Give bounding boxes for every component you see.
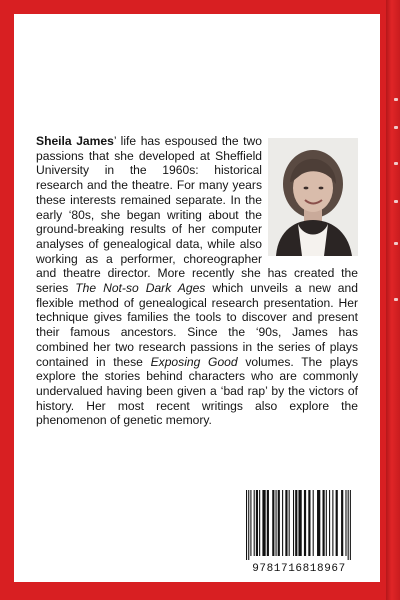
barcode-bar [254,490,255,556]
barcode-bar [326,490,327,556]
barcode-bar [304,490,306,556]
spine-mark [394,162,398,165]
barcode-bar [256,490,258,556]
bio-text-part-1: ’ life has espoused the two passions that she developed at Sheffield University in the 1960s: historical research and the theatre. For many years these interests remained separate. In the early ‘80s, she began writing about the ground-breaking results of her computer analyses of genealogical data, while also working as a performer, choreographer and theatre director. More recently she has created the series [36,134,358,296]
barcode-bar [278,490,280,556]
barcode-bar [289,490,290,556]
barcode-box [240,484,358,580]
back-cover-page [14,14,380,582]
barcode-bar [348,490,349,560]
barcode-bar [295,490,297,556]
barcode-bar [272,490,274,556]
barcode-bar [298,490,301,556]
spine-mark [394,242,398,245]
barcode-bar [350,490,351,560]
barcode-bar [332,490,333,556]
barcode-bar [259,490,260,556]
red-spine-edge [386,0,400,600]
barcode-bar [313,490,314,556]
barcode-bar [248,490,249,560]
author-portrait-icon [268,138,358,256]
spine-mark [394,298,398,301]
barcode-bar [262,490,265,556]
spine-mark [394,98,398,101]
author-bio [36,134,358,428]
barcode-bar [308,490,310,556]
series-title: The Not-so Dark Ages [75,281,206,296]
bio-text-part-3: volumes. The plays explore the stories behind characters who are commonly undervalued having been given a ‘bad rap’ by the victors of history. Her most recent writings also explore the phenomenon of genetic memory. [36,354,358,428]
barcode-bar [267,490,269,556]
barcode-bar [276,490,277,556]
spine-mark [394,126,398,129]
barcode-bar [345,490,346,556]
barcode-bar [285,490,287,556]
barcode-bar [317,490,320,556]
barcode-bar [293,490,294,556]
barcode-bar [250,490,251,556]
barcode-bar [322,490,324,556]
spine-mark [394,200,398,203]
volume-title: Exposing Good [150,354,238,369]
barcode-icon [245,490,353,560]
isbn-number: 9781716818967 [252,563,346,575]
barcode-bar [246,490,247,560]
barcode-bar [336,490,338,556]
author-photo [268,138,358,256]
bio-text-part-2: which unveils a new and flexible method of genealogical research presentation. Her technique gives families the tools to discover and present their famous ancestors. Since the ‘90s, James has combined her two research passions in the series of plays contained in these [36,281,358,369]
barcode-bar [282,490,283,556]
barcode-bar [329,490,330,556]
barcode-bar [341,490,343,556]
author-name: Sheila James [36,134,114,148]
